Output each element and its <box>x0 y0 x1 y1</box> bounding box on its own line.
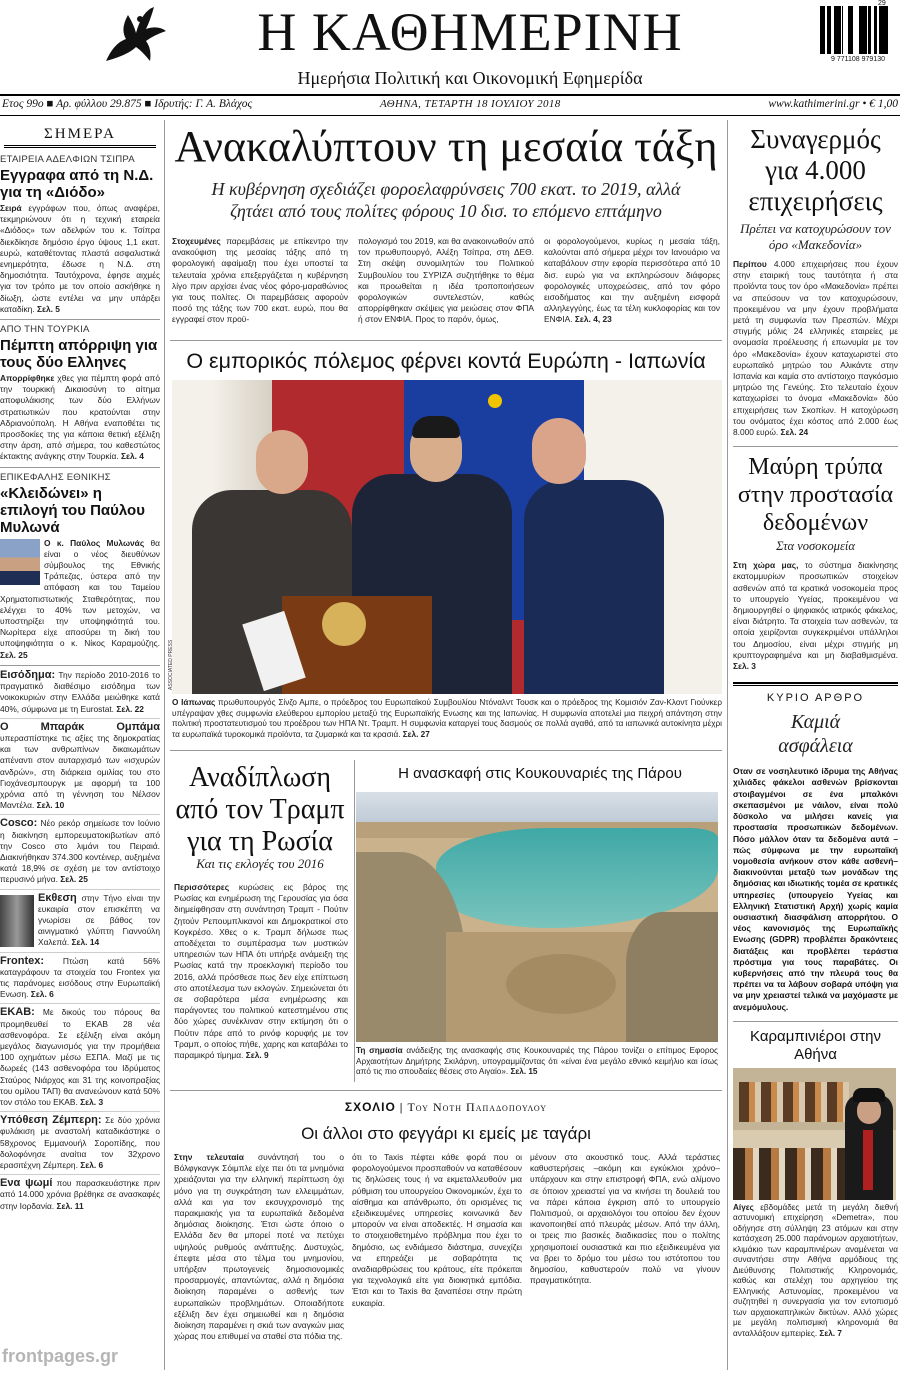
story-body: Αίγες εβδομάδες μετά τη μεγάλη διεθνή αστυνομική επιχείρηση «Demetra», που οδήγησε στη σύλληψη 23 ατόμων και στην κατάσχεση 25.000 παράνομων αρχαιοτήτων, κλιμάκιο των καραμπινιέρων αναμένεται να συναντήσει στην Αθήνα αρμόδιους της Διεύθυνσης Πολιτιστικής Κληρονομιάς, καθώς και στελέχη του αρχηγείου της Ελληνικής Αστυνομίας, προκειμένου να συζητηθεί η συνεργασία για τον εντοπισμό των αρχαιοκαπηλικών δικτύων. Αλλό χώρες με μεγάλη πολιτισμική κληρονομιά θα ανταλλάξουν εμπειρίες. Σελ. 7 <box>733 1202 898 1338</box>
brief-item: Εκθεση στην Τήνο είναι την ευκαιρία στον επισκέπτη να γνωρίσει σε βάθος τον αινιγματικό γλύπτη Γιαννούλη Χαλεπά. Σελ. 14 <box>38 891 160 948</box>
story-kicker: ΕΤΑΙΡΕΙΑ ΑΔΕΛΦΙΩΝ ΤΣΙΠΡΑ <box>0 154 135 165</box>
story-headline[interactable]: Πέμπτη απόρριψη για τους δύο Ελληνες <box>0 337 158 372</box>
brief-item: Cosco: Νέο ρεκόρ σημείωσε τον Ιούνιο η διακίνηση εμπορευματοκιβωτίων από την Cosco στο λιμάνι του Πειραιά. Διακινήθηκαν 374.300 κοντέινερ, αυξημένα κατά 18,9% σε σχέση με τον αντίστοιχο περυσινό μήνα. Σελ. 25 <box>0 817 160 885</box>
comment-col1: Στην τελευταία συνάντησή του ο Βόλφγκανγκ Σόιμπλε είχε πει ότι τα μνημόνια χρειάζονται για την ελληνική περίπτωση όχι μόνο για τη συγκράτηση των ελλειμμάτων, αλλά και για τον εκσυγχρονισμό της παρακμιακής για τα ευρωπαϊκά δεδομένα δημόσιας διοίκησης. Έτσι ώστε όποιο ο Ελλάδα δεν θα μπορεί ποτέ να πετύχει υψηλούς ρυθμούς ανάπτυξης. Δυστυχώς, έπεφτε μέσα στο τέλμα του μνημονίου, υπήρξαν πρωτογενείς δημοσιονομικές προσαρμογές, απαντώντας, αλλά η δημόσια διοίκηση παραμένει ο ασθενής των ευρωπαϊκών προβλημάτων. Οποιαδήποτε εξέλιξη δεν έχει σημειωθεί και η δημόσια διοίκηση παραμένει η σκιά των αναγκών μιας χώρας που επιθυμεί να σταθεί στα πόδια της. <box>174 1152 344 1342</box>
brief-item: Frontex: Πτώση κατά 56% καταγράφουν τα στοιχεία του Frontex για τις παράνομες εισόδους στην Ευρωπαϊκή Ενωση. Σελ. 6 <box>0 954 160 1000</box>
portrait-photo <box>0 539 40 585</box>
barcode-issue: 29 <box>878 0 886 7</box>
masthead-title: Η ΚΑΘΗΜΕΡΙΝΗ <box>257 2 683 62</box>
story-body: Στη χώρα μας, το σύστημα διακίνησης εκατομμυρίων προσωπικών στοιχείων ασθενών από τα κρατικά νοσοκομεία προς το υπουργείο Υγείας, προκειμένου να δημιουργηθεί ο ψηφιακός ιατρικός φάκελος, είναι διάτρητο. Τα στοιχεία των ασθενών, τα οποία χειρίζονται συγκεκριμένοι υπάλληλοι του Δημοσίου, είναι μέχρι στιγμής μη κρυπτογραφημένα και μη διαβαθμισμένα. Σελ. 3 <box>733 560 898 672</box>
main-body-col1: Στοχευμένες παρεμβάσεις με επίκεντρο την ανακούφιση της μεσαίας τάξης από τη φορολογική αφαίμαξη που έχει υποστεί τα τελευταία χρόνια επεξεργάζεται η κυβέρνηση λίγο πριν αρχίσει ένας νέος φόρο-μαραθώνιος για τους πολίτες. Οι παρεμβάσεις αφορούν ποσό της τάξης των 700 εκατ. ευρώ, που θα εγγραφεί στον προϋ- <box>172 236 348 325</box>
masthead-rule <box>0 94 900 96</box>
leaders-photo <box>172 380 722 694</box>
sculpture-photo <box>0 895 34 947</box>
story-body: Περίπου 4.000 επιχειρήσεις που έχουν στην εταιρική τους ταυτότητα ή στα προϊόντα τους τον όρο «Μακεδονία» πρέπει να σπεύσουν να τον κατοχυρώσουν, προκειμένου να μην έχουν προβλήματα μετά τη συμφωνία των Πρεσπών. Μέχρι στιγμής μόλις 24 ελληνικές εταιρείες με ονομασία προέλευσης ή επωνυμία με τον όρο «Μακεδονία» έχουν καταχωριστεί στο ευρωπαϊκό μητρώο του Αλικάντε στην Ισπανία και καμία στο αντίστοιχο παγκόσμιο μητρώο της Γενεύης. Στο τελευταίο έχουν καταχωρίσει το όνομα «Μακεδονία» δύο επιχειρήσεις των Σκοπίων. Η κατοχύρωση του ονόματος έχει κόστος από 2.000 έως 8.000 ευρώ. Σελ. 24 <box>733 259 898 438</box>
comment-headline[interactable]: Οι άλλοι στο φεγγάρι κι εμείς με ταγάρι <box>301 1124 591 1143</box>
story-kicker: ΕΠΙΚΕΦΑΛΗΣ ΕΘΝΙΚΗΣ <box>0 471 111 483</box>
story-body: Απορρίφθηκε χθες για πέμπτη φορά από την τουρκική Δικαιοσύνη το αίτημα αποφυλάκισης των δύο Ελλήνων στρατιωτικών που κρατούνται στην Αδριανούπολη. Η Αθήνα εναποθέτει τις προσδοκίες της για κάποια θετική εξέλιξη στην άρση, από σήμερα, του καθεστώτος έκτακτης ανάγκης στην Τουρκία. Σελ. 4 <box>0 373 160 462</box>
left-column <box>0 120 160 1373</box>
main-body-col2: πολογισμό του 2019, και θα ανακοινωθούν από τον πρωθυπουργό, Αλέξη Τσίπρα, στη ΔΕΘ. Στη σκέψη συνομιλητών του Πολιτικού Συμβουλίου του ΣΥΡΙΖΑ συζητήθηκε το θέμα και προωθείται η ιδέα τροποποιήσεων φορολογικών συντελεστών, καθώς απορρίφθηκαν σκέψεις για μειώσεις στον ΦΠΑ ή στον ΕΝΦΙΑ. Προς το παρόν, όμως, <box>358 236 534 325</box>
masthead-subtitle: Ημερήσια Πολιτική και Οικονομική Εφημερίδα <box>297 68 643 88</box>
paros-photo <box>356 792 718 1042</box>
brief-item: ΕΚΑΒ: Με δικούς του πόρους θα προμηθευθεί το ΕΚΑΒ 28 νέα ασθενοφόρα. Σε εξέλιξη είναι ακόμη μεγάλος διαγωνισμός για την προμήθεια 100 οχημάτων μέσω ΕΣΠΑ. Μαζί με τις δωρεές (143 ασθενοφόρα του Ιδρύματος Σταύρος Νιάρχος και 31 της κοινοπραξίας του ομίλου ΤΑΠ) θα ανανεώνουν κατά 50% τον στόλο του ΕΚΑΒ. Σελ. 3 <box>0 1006 160 1107</box>
section-rule <box>170 340 722 341</box>
section-rule <box>170 1090 722 1091</box>
column-divider <box>164 120 165 1370</box>
comment-col2: ότι το Taxis πέφτει κάθε φορά που οι φορολογούμενοι προσπαθούν να καταθέσουν τις δηλώσεις τους ή να εκμεταλλευθούν μια ρύθμιση του υπουργείου Οικονομικών, έχει το αίσθημα και απάνθρωπο, ότι ορισμένες τις εξειδικευμένες υπηρεσίες κοινωνικά δεν μπορούν να είναι αποδεκτές. Η σημασία και το στοιχειοθετημένο πρόβλημα που έχει το δημόσιο, ως ενδιάμεσο διάστημα, συνεχίζει να επηρεάζει με σοβαρότητα τις αναδιαρθρώσεις του κράτους, είτε πρόκειται για τεχνολογικά είτε για διοικητικά εμπόδια. Έτσι και το Taxis θα ξαναπέσει στην πρώτη ευκαιρία. <box>352 1152 522 1308</box>
brief-item: Εισόδημα: Την περίοδο 2010-2016 το πραγματικό διαθέσιμο εισόδημα των νοικοκυριών στην Ελλάδα μειώθηκε κατά 40%, σύμφωνα με τη Eurostat. Σελ. 22 <box>0 668 160 714</box>
story-headline[interactable]: Συναγερμός για 4.000 επιχειρήσεις <box>748 124 883 216</box>
main-body-col3: οι φορολογούμενοι, κυρίως η μεσαία τάξη, καλούνται από σήμερα μέχρι τον Ιανουάριο να καταβάλουν στην εφορία περισσότερα από 10 δισ. ευρώ για να εκπληρώσουν διάφορες φορολογικές υποχρεώσεις, από τον φόρο εισοδήματος και την αυξημένη εισφορά αλληλεγγύης, έως τα τέλη κυκλοφορίας και τον ΕΝΦΙΑ. Σελ. 4, 23 <box>544 236 720 325</box>
issue-info: Ετος 99ο ■ Αρ. φύλλου 29.875 ■ Ιδρυτής: Γ. Α. Βλάχος <box>2 98 253 110</box>
story-headline[interactable]: Μαύρη τρύπα στην προστασία δεδομένων <box>737 454 894 537</box>
barcode <box>818 4 890 62</box>
editorial-headline[interactable]: Καμιά ασφάλεια <box>778 711 853 758</box>
trump-body: Περισσότερες κυρώσεις εις βάρος της Ρωσίας και ενημέρωση της Γερουσίας για όσα διημείφθησαν στη συνάντηση Τραμπ - Πούτιν ζητούν Ρεπουμπλικανοί και Δημοκρατικοί στο Κογκρέσο. Χθες ο κ. Τραμπ δήλωσε πως αποδέχεται το συμπέρασμα των μυστικών υπηρεσιών των ΗΠΑ ότι υπήρξε ανάμειξη της Ρωσίας κατά την προεκλογική περίοδο του 2016, αλλά πρόσθεσε πως δεν είχε επίπτωση στο αποτέλεσμα των εκλογών. Σημειώνεται ότι σε σοβαρότερα μέσα ενημέρωσης και παράγοντες του πολιτικού κατεστημένου στις δύο χώρες συνέκλιναν στην εκτίμηση ότι ο Πούτιν πάρε από το ρινόφ κορυφής με τον Τραμπ, ο οποίος πήθε, χαρης και καταβάλει το παραμικρό τίμημα. Σελ. 9 <box>174 882 348 1061</box>
column-divider <box>354 760 355 1082</box>
story-headline[interactable]: «Κλειδώνει» η επιλογή του Παύλου Μυλωνά <box>0 484 145 536</box>
website-price: www.kathimerini.gr • € 1,00 <box>768 98 898 110</box>
main-subheadline: Η κυβέρνηση σχεδιάζει φοροελαφρύνσεις 700 εκατ. το 2019, αλλά ζητάει από τους πολίτες φόρους 10 δισ. το επόμενο επτάμηνο <box>211 179 681 221</box>
paros-headline[interactable]: Η ανασκαφή στις Κουκουναριές της Πάρου <box>398 765 682 782</box>
section-rule <box>170 750 722 751</box>
story-headline[interactable]: Καραμπινιέροι στην Αθήνα <box>750 1027 881 1063</box>
today-label: ΣΗΜΕΡΑ <box>44 126 116 142</box>
brief-item: Ενα ψωμί που παρασκευάστηκε πριν από 14.000 χρόνια βρέθηκε σε ανασκαφές στην Ιορδανία. Σελ. 11 <box>0 1177 160 1211</box>
photo-credit: ASSOCIATED PRESS <box>168 639 174 690</box>
right-column <box>733 124 898 1339</box>
story-body: Ο κ. Παύλος Μυλωνάς θα είναι ο νέος διευθύνων σύμβουλος της Εθνικής Τράπεζας, ύστερα από την απόφαση και του Ταμείου Χρηματοπιστωτικής Σταθερότητας, που ελέγχει το 40% των μετοχών, να υποστηρίξει την υποψηφιότητά του. Νωρίτερα είχε αποσύρει τη δική του υποψηφιότητα ο κ. Νίκος Καραμούζης. Σελ. 25 <box>0 537 160 660</box>
logo-mark <box>100 3 172 67</box>
story-headline[interactable]: Εγγραφα από τη Ν.Δ. για τη «Διόδο» <box>0 167 154 201</box>
paros-caption: Τη σημασία ανάδειξης της ανασκαφής στις Κουκουναριές της Πάρου τονίζει ο επίτιμος Εφορος Αρχαιοτήτων Δημήτρης Σκιλάρνη, υπογραμμίζοντας ότι «είναι ένα μεγάλο εθνικό κειμήλιο και ίσως από τις πιο σπουδαίες θέσεις στο Αιγαίο». Σελ. 15 <box>356 1046 718 1076</box>
photo-headline[interactable]: Ο εμπορικός πόλεμος φέρνει κοντά Ευρώπη - Ιαπωνία <box>186 349 706 373</box>
comment-label: ΣΧΟΛΙΟ | Του Νοτη Παπαδοπουλου <box>344 1100 548 1114</box>
carabinieri-photo <box>733 1068 896 1200</box>
story-subheadline: Στα νοσοκομεία <box>776 539 855 554</box>
info-rule <box>0 115 900 116</box>
story-kicker: ΑΠΟ ΤΗΝ ΤΟΥΡΚΙΑ <box>0 324 90 336</box>
column-divider <box>727 120 728 1370</box>
trump-headline[interactable]: Αναδίπλωση από τον Τραμπ για τη Ρωσία <box>175 762 345 857</box>
story-body: Σειρά εγγράφων που, όπως αναφέρει, τεκμηριώνουν ότι η τεχνική εταιρεία «Διόδος» των αδελφών του κ. Τσίπρα διεκδίκησε δημόσιο έργο ύψους 1,1 εκατ. ευρώ, καταθέτοντας πλαστά ασφαλιστικά ενημερότητα, έδωσε η Ν.Δ. στη δημοσιότητα. Ταυτόχρονα, έφησε αιχμές για τον τρόπο με τον οποίο ασκήθηκε η δίωξη, ώστε εντέλει να μην υπάρξει καταδίκη. Σελ. 5 <box>0 203 160 314</box>
issue-date: ΑΘΗΝΑ, ΤΕΤΑΡΤΗ 18 ΙΟΥΛΙΟΥ 2018 <box>380 98 561 110</box>
comment-col3: μένουν στο ακουστικό τους. Αλλά τεράστιες καθυστερήσεις –ακόμη και εγκύκλιοι χρόνο– υπάρχουν και στην επιστροφή ΦΠΑ, ενώ αλίμονο σε όποιον χρειαστεί για να κινήσει τη δουλειά του να πάρει κάποια έγκριση από το υπουργείο Πολιτισμού, οι αρχαιολόγοι του οποίου δεν έχουν ικανοποιηθεί από πλευράς μέσων. Από την άλλη, οι τρεις πιο βασικές διαδικασίες που ο πολίτης χρησιμοποιεί ουσιαστικά και πιο εξειδικευμένα για να βρει το δρόμο του μέσω του ιστότοπου του δημοσίου, καθυστερούν πολύ να γίνουν πραγματικότητα. <box>530 1152 720 1286</box>
brief-item: Υπόθεση Ζέμπερη: Σε δύο χρόνια φυλάκιση με αναστολή καταδικάστηκε ο 58χρονος Εμμανουήλ Σοροπίδης, που δολοφόνησε αναίτια τον 32χρονο ερασιτέχνη Ζέμπερη. Σελ. 6 <box>0 1114 160 1171</box>
editorial-body: Οταν σε νοσηλευτικό ίδρυμα της Αθήνας χιλιάδες φάκελοι ασθενών βρίσκονται στοιβαγμένοι σε ένα μπαλκόνι σκεπασμένοι με νάιλον, είναι πολύ δύσκολο να μιλήσει κανείς για προστασία προσωπικών δεδομένων. Πόσο μάλλον όταν τα δεδομένα αυτά –πώς σύμφωνα με την ευρωπαϊκή νομοθεσία ανήκουν στον κάθε ασθενή– διακινούνται μεταξύ των μονάδων της δημόσιας και ιδιωτικής τομέα σε κρατικές υπηρεσίες (υπουργείο Υγείας και Ελληνική Στατιστική Αρχή) χωρίς καμία ουσιαστική διασφάλιση απορρήτου. Ο νέος κανονισμός της Ευρωπαϊκής Ενωσης (GDPR) προβλέπει δρακόντειες διατάξεις και προβλέπει τεράστια πρόστιμα για τους παραβάτες. Οι κυβερνήσεις από την πλευρά τους θα πρέπει να τα λάβουν σοβαρά υπόψη για να μην χρειαστεί τελικά να μαχόμαστε με ανεμόμυλους. <box>733 766 898 1012</box>
photo-caption: Ο Ιάπωνας πρωθυπουργός Σίνζο Αμπε, ο πρόεδρος του Ευρωπαϊκού Συμβουλίου Ντόναλντ Τουσκ και ο πρόεδρος της Κομισιόν Ζαν-Κλοντ Γιούνκερ υπέγραψαν χθες συμφωνία ελεύθερου εμπορίου μεταξύ της Ευρωπαϊκής Ενωσης και της Ιαπωνίας. Η συμφωνία αποτελεί μια πειχρή απάντηση στην πολιτική προστατευτισμού του προέδρου των ΗΠΑ Ντ. Τραμπ. Η συμφωνία καταργεί τους δασμούς σε πολλά αγαθά, από τα ιαπωνικά αυτοκίνητα μέχρι τα ευρωπαϊκά τυροκομικά προϊόντα, τα ζυμαρικά και τα κρασιά. Σελ. 27 <box>172 698 722 739</box>
brief-item: Ο Μπαράκ Ομπάμα υπερασπίστηκε τις αξίες της δημοκρατίας και των ανθρωπίνων δικαιωμάτων απέναντι στον αυταρχισμό των «ισχυρών ανδρών», στη διάρκεια ομιλίας του στο Γιοχάνεσμπουργκ με αφορμή τα 100 χρόνια από τη γέννηση του Νέλσον Μαντέλα. Σελ. 10 <box>0 720 160 811</box>
editorial-label: ΚΥΡΙΟ ΑΡΘΡΟ <box>766 692 865 705</box>
barcode-number: 9 771108 979130 <box>831 56 885 63</box>
main-headline[interactable]: Ανακαλύπτουν τη μεσαία τάξη <box>174 122 718 171</box>
trump-subheadline: Και τις εκλογές του 2016 <box>196 856 324 871</box>
story-subheadline: Πρέπει να κατοχυρώσουν τον όρο «Μακεδονία» <box>740 221 891 252</box>
watermark: frontpages.gr <box>2 1346 119 1366</box>
